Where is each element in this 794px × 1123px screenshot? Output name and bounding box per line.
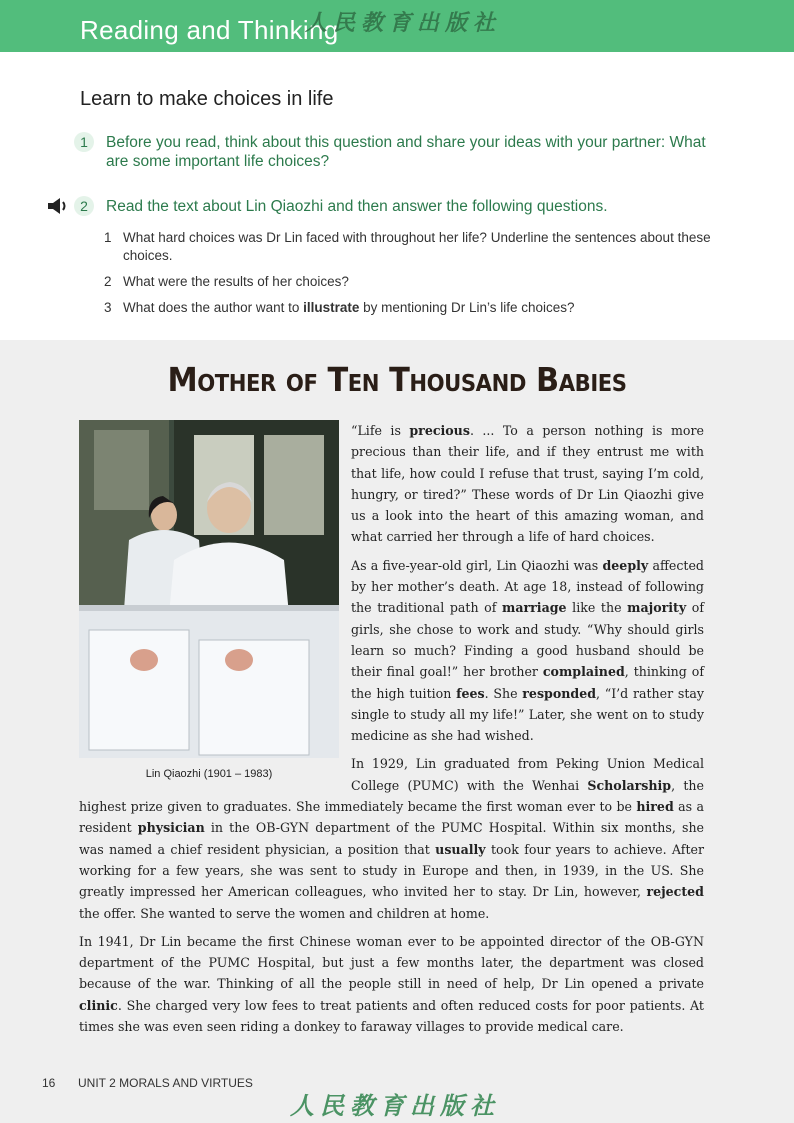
publisher-watermark-logo: 人民教育出版社 [290,1091,500,1120]
article-paragraph [79,931,704,1037]
lesson-subtitle: Learn to make choices in life [80,88,334,110]
question-text: What hard choices was Dr Lin faced with throughout her life? Underline the sentences about these choices. [123,230,711,263]
text-run: as a resident [79,799,704,836]
text-run: the offer. She wanted to serve the women and children at home. [79,905,490,921]
text-run: . She charged very low fees to treat patients and often reduced costs for poor patients. At times she was even seen riding a donkey to faraway villages to provide medical care. [79,997,704,1035]
question-item [104,229,714,265]
vocabulary-word: physician [137,820,205,836]
vocabulary-word: clinic [79,997,118,1013]
question-item [104,273,714,291]
unit-label: UNIT 2 MORALS AND VIRTUES [78,1076,253,1090]
speaker-icon[interactable] [48,198,70,214]
task-1-text: Before you read, think about this question and share your ideas with your partner: What are some important life choices? [106,134,706,170]
lin-qiaozhi-photo [79,420,339,758]
text-run: , the highest prize given to graduates. She immediately became the first woman ever to be [79,777,704,815]
text-run: of girls, she chose to work and study. “Why should girls learn so much? Finding a good husband should be their final goal!” her brother [351,600,705,680]
article-body [79,420,704,1044]
text-run: in the OB-GYN department of the PUMC Hospital. Within six months, she was named a chief resident physician, a position that [79,820,705,857]
publisher-watermark-logo: 人民教育出版社 [305,10,502,36]
question-number: 2 [104,274,112,289]
question-text: What were the results of her choices? [123,274,349,289]
text-run: affected by her mother’s death. At age 18, instead of following the traditional path of [351,557,704,616]
task-2-text: Read the text about Lin Qiaozhi and then answer the following questions. [106,198,608,215]
vocabulary-word: hired [636,799,674,815]
task-number-badge: 1 [74,132,94,152]
photo-figure [79,420,351,782]
photo-caption: Lin Qiaozhi (1901 – 1983) [145,768,273,780]
text-run: . ... To a person nothing is more precious than their life, and if they entrust me with that life, how could I refuse that trust, saying I’m cold, hungry, or tired?” These words of Dr Lin Qiaozhi give us a look into the heart of this amazing woman, and what carried her through a life of hard choices. [351,423,704,545]
vocabulary-word: precious [409,423,470,438]
text-run: As a five-year-old girl, Lin Qiaozhi was [351,557,603,573]
text-run: like the [566,600,628,616]
vocabulary-word: Scholarship [587,777,672,793]
vocabulary-word: deeply [602,557,649,573]
question-number: 1 [104,230,112,245]
text-run: . She [484,685,523,701]
vocabulary-word: complained [542,664,625,680]
vocabulary-word: fees [456,685,485,701]
text-run: In 1941, Dr Lin became the first Chinese woman ever to be appointed director of the OB-GYN department of the PUMC Hospital, but just a few months later, the department was closed because of the war. Thinking of all the people still in need of help, Dr Lin opened a private [79,933,704,992]
text-run: , “I’d rather stay single to study all my life!” Later, she went on to study medicine as she had wished. [351,685,705,744]
text-run: What does the author want to [123,300,304,315]
question-item [104,299,714,317]
vocabulary-word: rejected [646,884,704,900]
vocabulary-word: responded [522,685,597,701]
text-run: took four years to achieve. After working for a few years, she was sent to study in Europe and then, in 1939, in the US. She greatly impressed her American colleagues, who invited her to stay. Dr Lin, however, [79,841,705,900]
question-number: 3 [104,300,112,315]
text-run: In 1929, Lin graduated from Peking Union Medical College (PUMC) with the Wenhai [351,756,704,793]
vocabulary-word: illustrate [303,300,360,315]
text-run: , thinking of the high tuition [351,664,704,701]
vocabulary-word: majority [627,600,687,616]
page-number: 16 [42,1076,56,1090]
section-header-title: Reading and Thinking [80,15,339,45]
question-text [123,299,714,317]
vocabulary-word: marriage [502,600,567,616]
text-run: by mentioning Dr Lin’s life choices? [359,300,575,315]
article-title: Mother of Ten Thousand Babies [167,360,627,399]
vocabulary-word: usually [435,841,486,857]
task-number-badge: 2 [74,196,94,216]
text-run: “Life is [351,423,410,438]
